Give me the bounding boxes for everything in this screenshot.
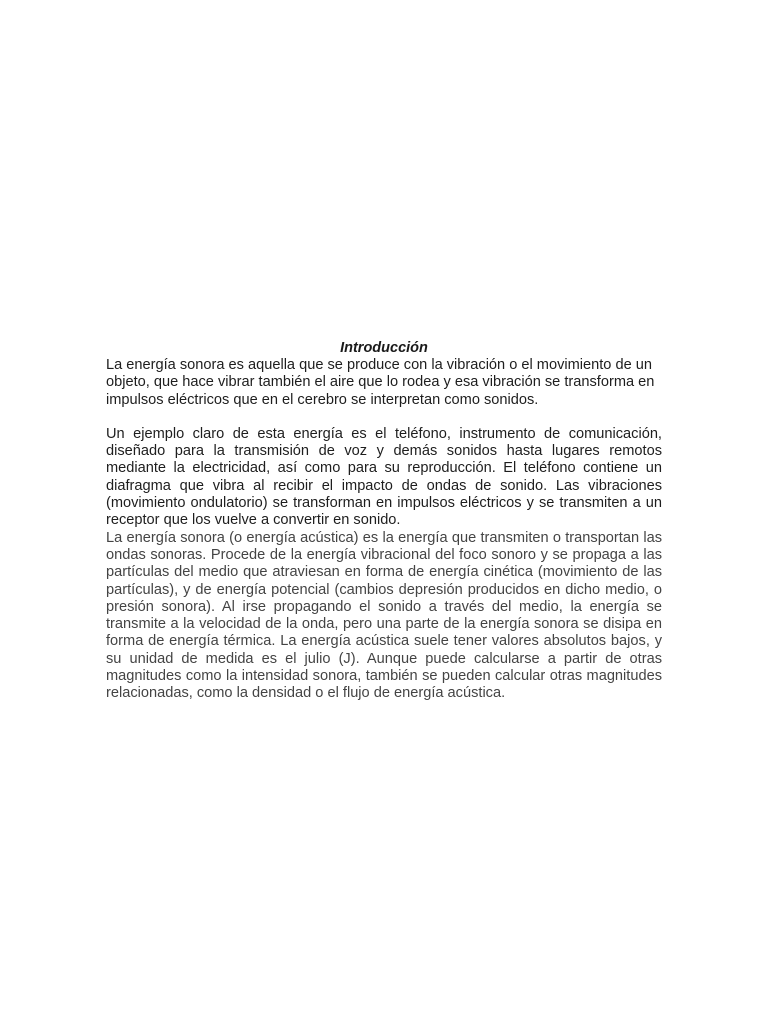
document-title: Introducción <box>340 340 428 356</box>
document-body <box>106 340 662 703</box>
paragraph-telephone: Un ejemplo claro de esta energía es el teléfono, instrumento de comunicación, diseñado para la transmisión de voz y demás sonidos hasta lugares remotos mediante la electricidad, así como para su reproducción. El teléfono contiene un diafragma que vibra al recibir el impacto de ondas de sonido. Las vibraciones (movimiento ondulatorio) se transforman en impulsos eléctricos y se transmiten a un receptor que los vuelve a convertir en sonido. <box>106 425 662 529</box>
paragraph-acoustic-energy: La energía sonora (o energía acústica) es la energía que transmiten o transportan las ondas sonoras. Procede de la energía vibracional del foco sonoro y se propaga a las partículas del medio que atraviesan en forma de energía cinética (movimiento de las partículas), y de energía potencial (cambios depresión producidos en dicho medio, o presión sonora). Al irse propagando el sonido a través del medio, la energía se transmite a la velocidad de la onda, pero una parte de la energía sonora se disipa en forma de energía térmica. La energía acústica suele tener valores absolutos bajos, y su unidad de medida es el julio (J). Aunque puede calcularse a partir de otras magnitudes como la intensidad sonora, también se pueden calcular otras magnitudes relacionadas, como la densidad o el flujo de energía acústica. <box>106 529 662 702</box>
paragraph-intro: La energía sonora es aquella que se produce con la vibración o el movimiento de un objeto, que hace vibrar también el aire que lo rodea y esa vibración se transforma en impulsos eléctricos que en el cerebro se interpretan como sonidos. <box>106 357 655 408</box>
